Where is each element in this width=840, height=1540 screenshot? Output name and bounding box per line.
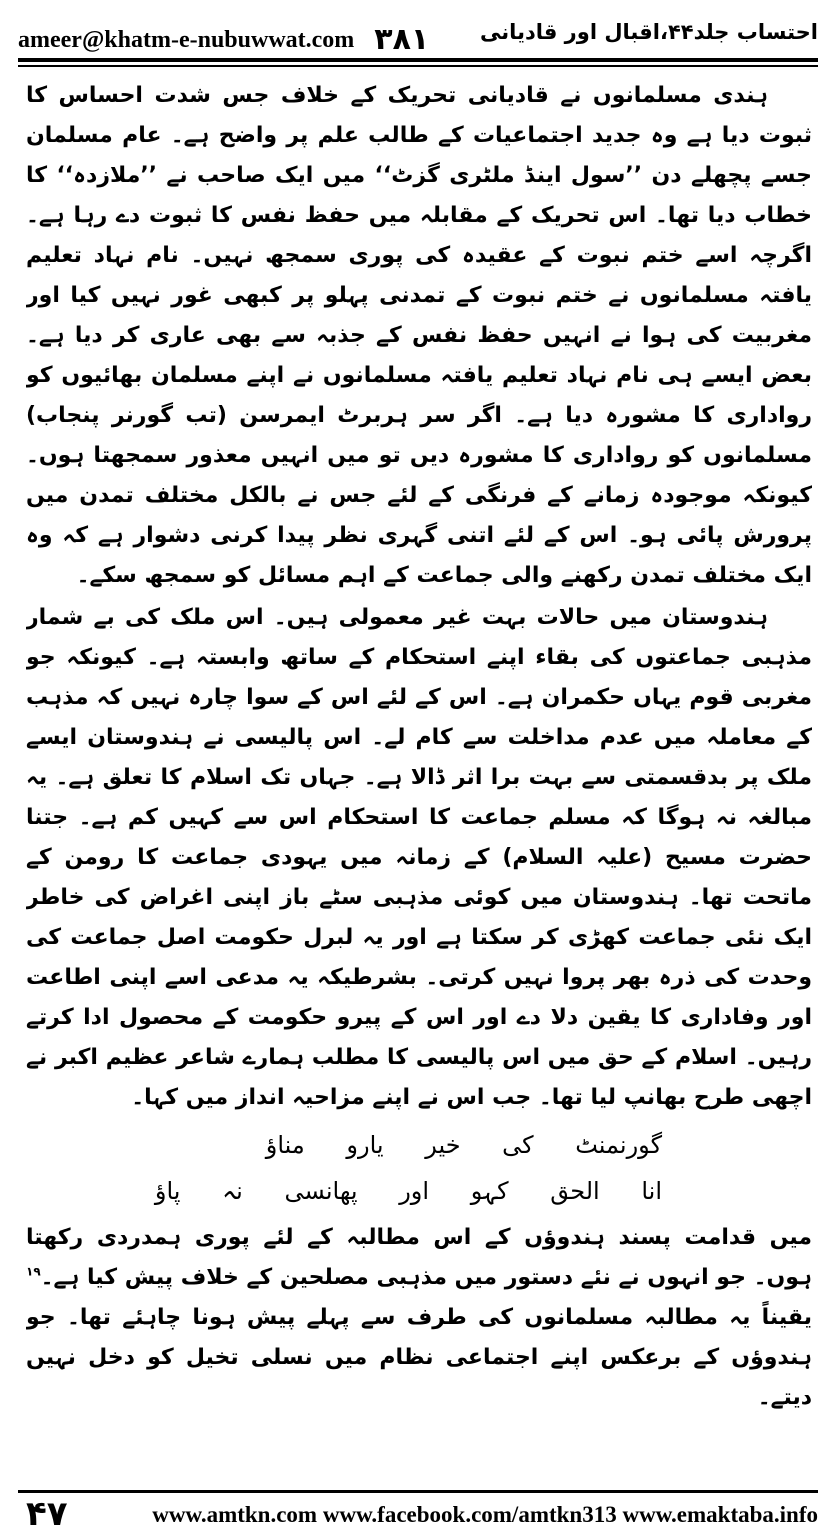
- footer-page-number: ۴۷: [26, 1494, 68, 1534]
- paragraph-3: [26, 1218, 812, 1418]
- paragraph-3-text-a: میں قدامت پسند ہندوؤں کے اس مطالبہ کے لئے پوری ہمدردی رکھتا ہوں۔ جو انہوں نے نئے دستور میں مذہبی مصلحین کے خلاف پیش کیا ہے۔: [26, 1225, 812, 1290]
- header-email: ameer@khatm-e-nubuwwat.com: [18, 27, 355, 53]
- poem-line-1: گورنمنٹ کی خیر یارو مناؤ: [265, 1131, 662, 1159]
- poem-line-2: انا الحق کہو اور پھانسی نہ پاؤ: [154, 1177, 662, 1205]
- page-header: [18, 14, 818, 60]
- footer-divider: [18, 1490, 818, 1493]
- paragraph-3-text-b: یقیناً یہ مطالبہ مسلمانوں کی طرف سے پہلے پیش ہونا چاہئے تھا۔ جو ہندوؤں کے برعکس اپنے اجتماعی نظام میں نسلی تخیل کو دخل نہیں دیتے۔: [26, 1305, 812, 1410]
- header-divider-thick: [18, 58, 818, 62]
- paragraph-1: ہندی مسلمانوں نے قادیانی تحریک کے خلاف جس شدت احساس کا ثبوت دیا ہے وہ جدید اجتماعیات کے طالب علم پر واضح ہے۔ عام مسلمان جسے پچھلے دن ’’سول اینڈ ملٹری گزٹ‘‘ میں ایک صاحب نے ’’ملازدہ‘‘ کا خطاب دیا تھا۔ اس تحریک کے مقابلہ میں حفظ نفس کا ثبوت دے رہا ہے۔ اگرچہ اسے ختم نبوت کے عقیدہ کی پوری سمجھ نہیں۔ نام نہاد تعلیم یافتہ مسلمانوں نے ختم نبوت کے تمدنی پہلو پر کبھی غور نہیں کیا اور مغربیت کی ہوا نے انہیں حفظ نفس کے جذبہ سے بھی عاری کر دیا ہے۔ بعض ایسے ہی نام نہاد تعلیم یافتہ مسلمانوں نے اپنے مسلمان بھائیوں کو رواداری کا مشورہ دیا ہے۔ اگر سر ہربرٹ ایمرسن (تب گورنر پنجاب) مسلمانوں کو رواداری کا مشورہ دیں تو میں انہیں معذور سمجھتا ہوں۔ کیونکہ موجودہ زمانے کے فرنگی کے لئے جس نے بالکل مختلف تمدن میں پرورش پائی ہو۔ اس کے لئے اتنی گہری نظر پیدا کرنی دشوار ہے کہ وہ ایک مختلف تمدن رکھنے والی جماعت کے اہم مسائل کو سمجھ سکے۔: [26, 83, 812, 588]
- paragraph-2: ہندوستان میں حالات بہت غیر معمولی ہیں۔ اس ملک کی بے شمار مذہبی جماعتوں کی بقاء اپنے استحکام کے ساتھ وابستہ ہے۔ کیونکہ جو مغربی قوم یہاں حکمران ہے۔ اس کے لئے اس کے سوا چارہ نہیں کہ مذہب کے معاملہ میں عدم مداخلت سے کام لے۔ اس پالیسی نے ہندوستان ایسے ملک پر بدقسمتی سے بہت برا اثر ڈالا ہے۔ جہاں تک اسلام کا تعلق ہے۔ یہ مبالغہ نہ ہوگا کہ مسلم جماعت کا استحکام اس سے کہیں کم ہے۔ جتنا حضرت مسیح (علیہ السلام) کے زمانہ میں یہودی جماعت کا رومن کے ماتحت تھا۔ ہندوستان میں کوئی مذہبی سٹے باز اپنی اغراض کی خاطر ایک نئی جماعت کھڑی کر سکتا ہے اور یہ لبرل حکومت اصل جماعت کی وحدت کی ذرہ بھر پروا نہیں کرتی۔ بشرطیکہ یہ مدعی اسے اپنی اطاعت اور وفاداری کا یقین دلا دے اور اس کے پیرو حکومت کے محصول ادا کرتے رہیں۔ اسلام کے حق میں اس پالیسی کا مطلب ہمارے شاعر عظیم اکبر نے اچھی طرح بھانپ لیا تھا۔ جب اس نے اپنے مزاحیہ انداز میں کہا۔: [26, 605, 812, 1110]
- header-divider-thin: [18, 65, 818, 67]
- poem-couplet: [26, 1122, 812, 1214]
- footnote-marker[interactable]: ۱۹: [26, 1264, 41, 1279]
- header-left: [18, 20, 429, 55]
- footer-links[interactable]: www.amtkn.com www.facebook.com/amtkn313 www.emaktaba.info: [152, 1502, 818, 1527]
- header-page-number: ۳۸۱: [374, 22, 430, 57]
- page-footer: [18, 1494, 818, 1534]
- header-running-title: احتساب جلد۴۴،اقبال اور قادیانی: [480, 20, 818, 44]
- main-text: [26, 76, 812, 1454]
